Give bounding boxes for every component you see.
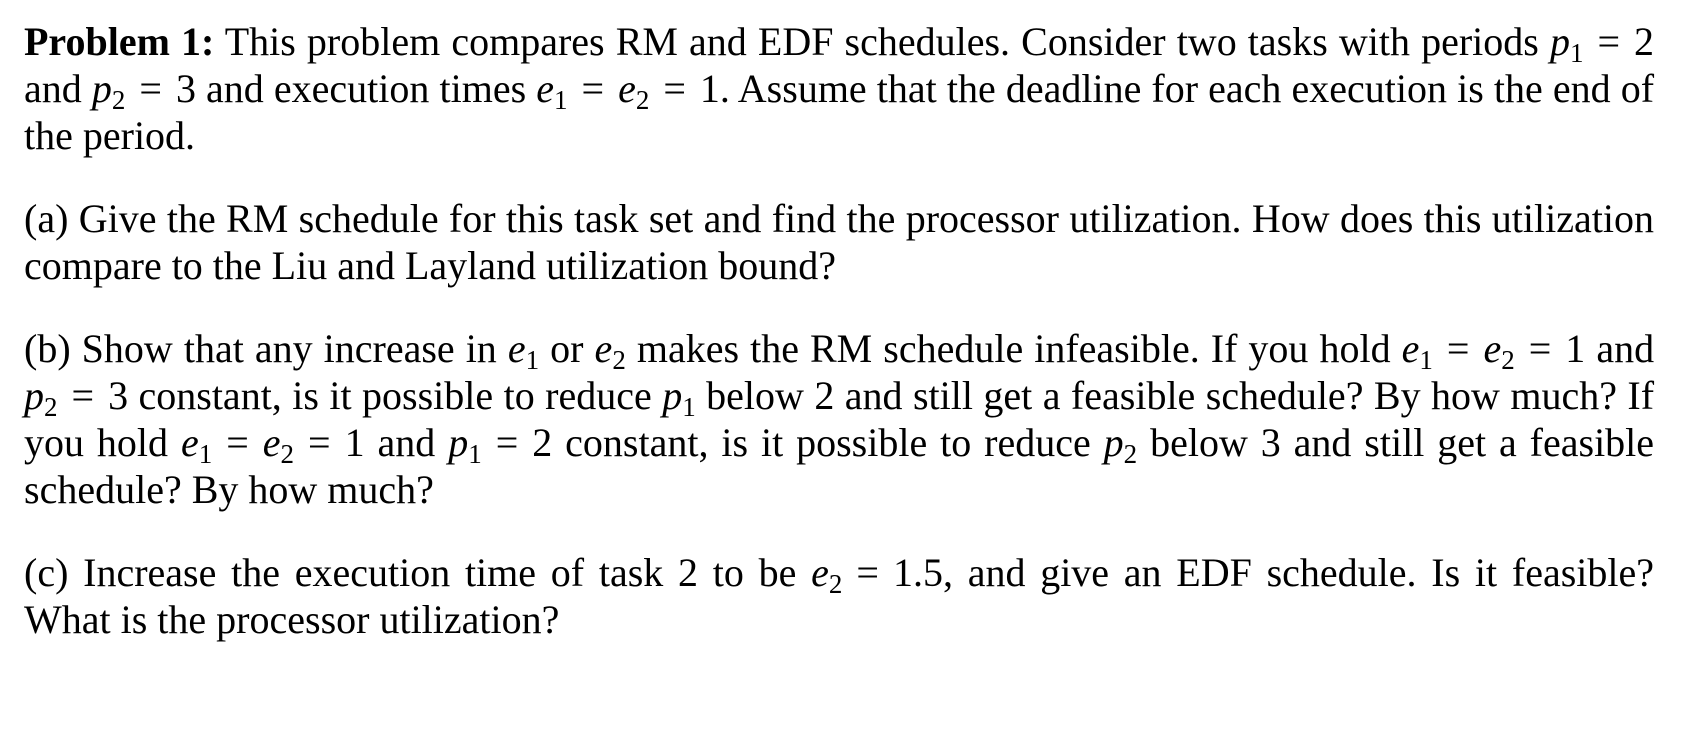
part-a-paragraph: [24, 195, 1654, 289]
part-b-equals-1: =: [1446, 326, 1470, 371]
part-b-text-6: below 2 and still get a feasible schedule? By how much? If you hold: [24, 373, 1655, 465]
intro-var-p1-subscript: 1: [1569, 38, 1584, 68]
part-b-var-p1-subscript: 1: [682, 392, 696, 422]
part-b-text-5: 3 constant, is it possible to reduce: [108, 373, 652, 418]
intro-var-p2: p: [91, 66, 112, 111]
part-b-var-e2c: e: [262, 420, 281, 465]
part-b-text-2: or: [550, 326, 584, 371]
part-b-equals-3: =: [71, 373, 95, 418]
part-c-var-e2-subscript: 2: [828, 569, 843, 599]
part-b-var-e2: e: [594, 326, 613, 371]
intro-equals-1: =: [1597, 19, 1621, 64]
intro-var-e1-subscript: 1: [554, 85, 568, 115]
part-c-text-2: 1.5, and give an EDF schedule. Is it feasible? What is the processor utilization?: [24, 550, 1655, 642]
part-b-var-e1c-subscript: 1: [198, 439, 213, 469]
part-b-paragraph: [24, 325, 1654, 513]
part-b-var-p1b-subscript: 1: [468, 439, 482, 469]
intro-text-4: 1. Assume that the deadline for each execution is the end of the period.: [24, 66, 1655, 158]
problem-intro-paragraph: [24, 18, 1654, 159]
part-b-text-8: 2 constant, is it possible to reduce: [532, 420, 1091, 465]
part-b-equals-2: =: [1528, 326, 1552, 371]
part-b-var-e1c: e: [180, 420, 199, 465]
part-b-text-4: 1 and: [1565, 326, 1655, 371]
part-b-var-e1: e: [507, 326, 526, 371]
part-b-equals-6: =: [495, 420, 519, 465]
part-b-var-p1b: p: [448, 420, 469, 465]
intro-var-e2: e: [618, 66, 636, 111]
part-c-paragraph: [24, 549, 1654, 643]
part-b-var-p2b-subscript: 2: [1123, 439, 1138, 469]
part-c-var-e2: e: [811, 550, 829, 595]
intro-var-e1: e: [536, 66, 555, 111]
part-b-var-e2b: e: [1483, 326, 1502, 371]
part-b-var-e2b-subscript: 2: [1501, 345, 1515, 375]
intro-var-p1: p: [1549, 19, 1570, 64]
part-b-var-p2: p: [24, 373, 44, 418]
intro-var-p2-subscript: 2: [111, 85, 126, 115]
part-b-text-3: makes the RM schedule infeasible. If you hold: [636, 326, 1391, 371]
part-b-text-9: below 3 and still get a feasible schedule? By how much?: [24, 420, 1655, 512]
part-b-var-e1b-subscript: 1: [1419, 345, 1433, 375]
part-b-var-p1: p: [662, 373, 683, 418]
part-b-var-p2-subscript: 2: [44, 392, 58, 422]
part-b-var-e1-subscript: 1: [525, 345, 540, 375]
part-b-text-1: (b) Show that any increase in: [24, 326, 497, 371]
part-c-equals-1: =: [856, 550, 879, 595]
problem-title: Problem 1:: [24, 19, 215, 64]
part-b-equals-4: =: [226, 420, 249, 465]
intro-equals-3: =: [581, 66, 605, 111]
intro-equals-4: =: [663, 66, 686, 111]
intro-equals-2: =: [139, 66, 162, 111]
intro-var-e2-subscript: 2: [635, 85, 650, 115]
part-b-var-e2-subscript: 2: [612, 345, 626, 375]
intro-text-1: This problem compares RM and EDF schedules. Consider two tasks with periods: [224, 19, 1539, 64]
part-b-equals-5: =: [308, 420, 331, 465]
part-c-text-1: (c) Increase the execution time of task 2 to be: [24, 550, 797, 595]
problem-document: [24, 18, 1654, 643]
intro-text-2: 2 and: [24, 19, 1655, 111]
part-b-text-7: 1 and: [344, 420, 436, 465]
part-a-text: (a) Give the RM schedule for this task set and find the processor utilization. How does this utilization compare to the Liu and Layland utilization bound?: [24, 196, 1654, 288]
intro-text-3: 3 and execution times: [175, 66, 527, 111]
part-b-var-p2b: p: [1103, 420, 1124, 465]
part-b-var-e2c-subscript: 2: [280, 439, 295, 469]
part-b-var-e1b: e: [1401, 326, 1420, 371]
